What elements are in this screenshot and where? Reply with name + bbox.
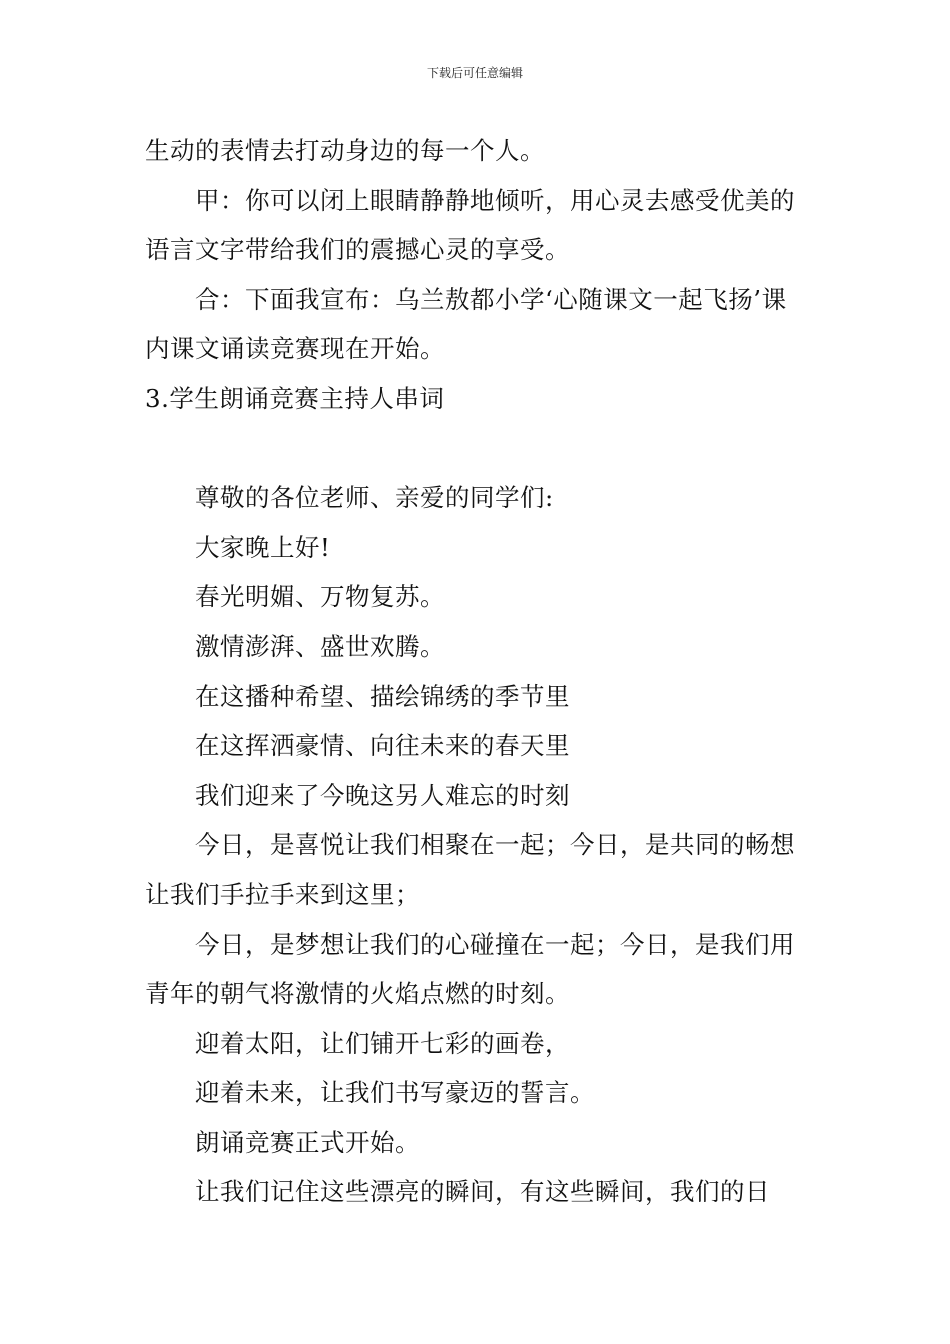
paragraph-spring: 春光明媚、万物复苏。	[195, 582, 445, 612]
paragraph-start: 朗诵竞赛正式开始。	[195, 1127, 420, 1157]
page-header-note: 下载后可任意编辑	[426, 66, 523, 80]
paragraph-he: 合：下面我宣布：乌兰敖都小学‘心随课文一起飞扬’课内课文诵读竞赛现在开始。	[145, 284, 787, 364]
paragraph-future: 迎着未来，让我们书写豪迈的誓言。	[195, 1078, 595, 1108]
paragraph-sun: 迎着太阳，让们铺开七彩的画卷，	[195, 1028, 570, 1058]
paragraph-season: 在这播种希望、描绘锦绣的季节里	[195, 681, 570, 711]
paragraph-jia: 甲：你可以闭上眼睛静静地倾听，用心灵去感受优美的语言文字带给我们的震撼心灵的享受。	[145, 185, 795, 265]
paragraph-spring-day: 在这挥洒豪情、向往未来的春天里	[195, 731, 570, 761]
paragraph-today-joy: 今日，是喜悦让我们相聚在一起；今日，是共同的畅想让我们手拉手来到这里；	[145, 830, 795, 909]
document-body	[145, 126, 810, 1217]
paragraph-remember: 让我们记住这些漂亮的瞬间，有这些瞬间，我们的日	[195, 1177, 770, 1207]
paragraph-today-dream: 今日，是梦想让我们的心碰撞在一起；今日，是我们用青年的朝气将激情的火焰点燃的时刻。	[145, 929, 795, 1009]
paragraph-passion: 激情澎湃、盛世欢腾。	[195, 631, 445, 661]
paragraph-moment: 我们迎来了今晚这另人难忘的时刻	[195, 780, 570, 810]
paragraph-greeting: 尊敬的各位老师、亲爱的同学们:	[195, 483, 554, 513]
paragraph-good-evening: 大家晚上好!	[195, 532, 331, 562]
paragraph-continuation: 生动的表情去打动身边的每一个人。	[145, 136, 545, 165]
blank-line	[145, 424, 810, 474]
section-heading: 3.学生朗诵竞赛主持人串词	[145, 383, 445, 413]
